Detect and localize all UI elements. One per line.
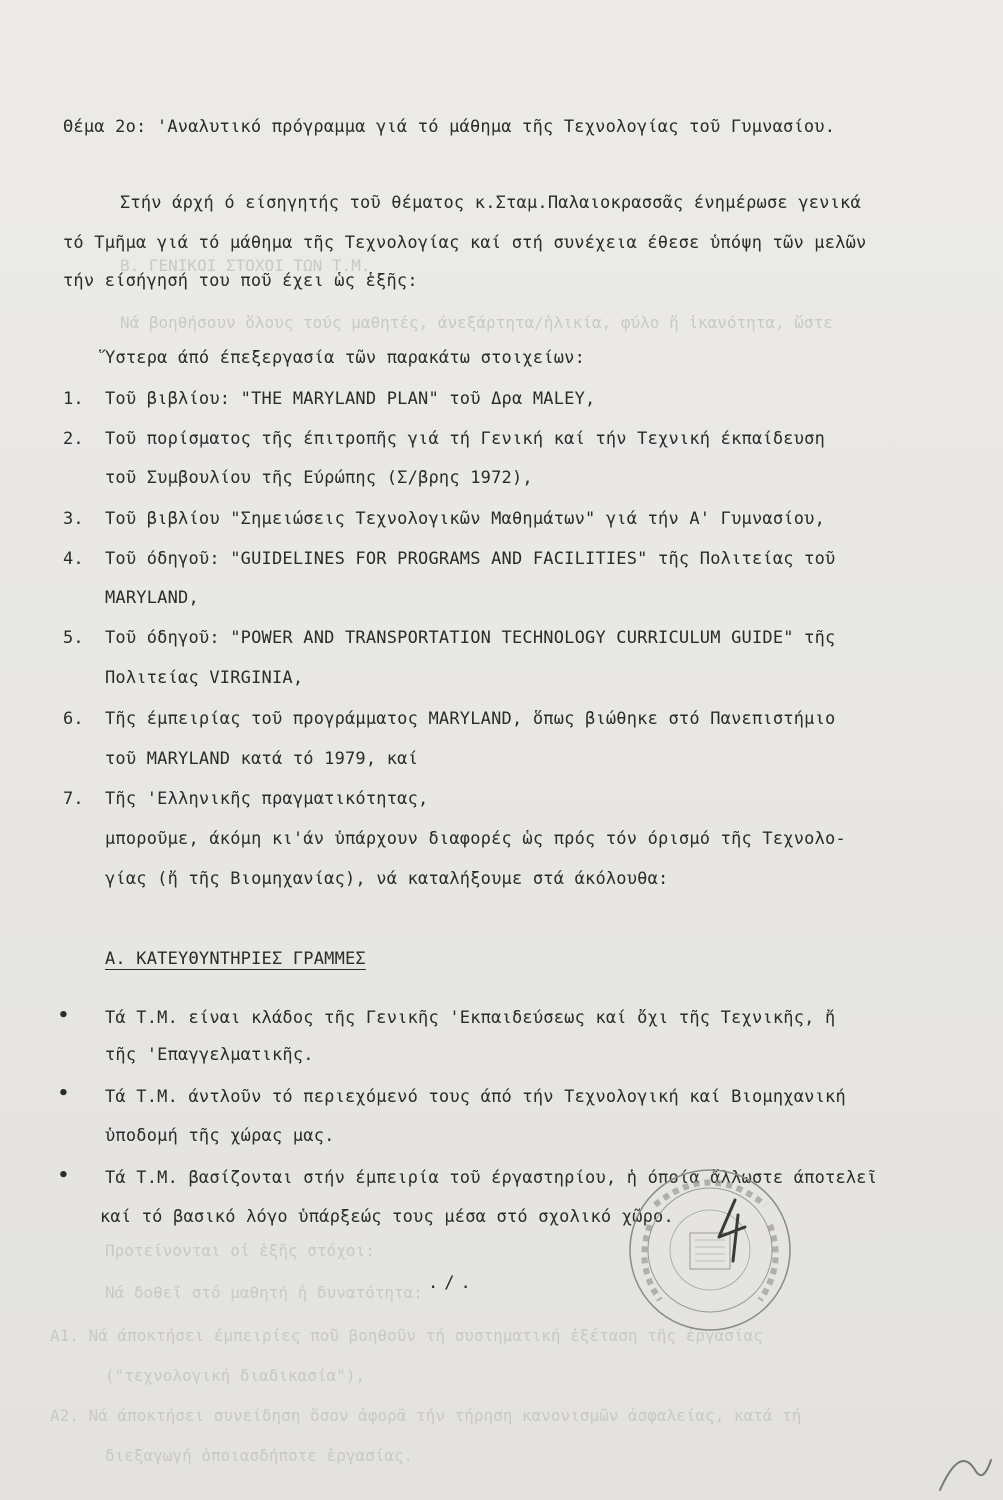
bleed-through-line: διεξαγωγή ὁποιασδήποτε ἐργασίας. bbox=[105, 1446, 414, 1465]
list-item-text: Πολιτείας VIRGINIA, bbox=[105, 668, 304, 688]
intro-line: τήν είσήγησή του ποῦ έχει ὡς ἑξῆς: bbox=[63, 271, 418, 291]
bullet-text: Τά Τ.Μ. άντλοῦν τό περιεχόμενό τους άπό τήν Τεχνολογική καί Βιομηχανική bbox=[105, 1087, 846, 1107]
signature-icon bbox=[705, 1195, 765, 1265]
bleed-through-line: Προτείνονται οἱ ἑξῆς στόχοι: bbox=[105, 1241, 375, 1260]
list-item-text: Τοῦ όδηγοῦ: "POWER AND TRANSPORTATION TECHNOLOGY CURRICULUM GUIDE" τῆς bbox=[105, 628, 836, 648]
list-item-number: 7. bbox=[63, 789, 84, 809]
intro-line: Στήν άρχή ό είσηγητής τοῦ θέματος κ.Σταμ.Παλαιοκρασσᾶς ένημέρωσε γενικά bbox=[120, 193, 861, 213]
document-heading: Θέμα 2ο: 'Αναλυτικό πρόγραμμα γιά τό μάθημα τῆς Τεχνολογίας τοῦ Γυμνασίου. bbox=[63, 117, 836, 137]
sources-lead: Ὕστερα άπό έπεξεργασία τῶν παρακάτω στοιχείων: bbox=[105, 348, 586, 368]
bullet-text: ὑποδομή τῆς χώρας μας. bbox=[105, 1126, 335, 1146]
list-item-text: γίας (ἤ τῆς Βιομηχανίας), νά καταλήξουμε στά άκόλουθα: bbox=[105, 869, 669, 889]
bleed-through-line: Α2. Νά άποκτήσει συνείδηση ὅσον ἀφορᾶ τήν τήρηση κανονισμῶν ἀσφαλείας, κατά τή bbox=[50, 1406, 802, 1425]
bleed-through-line: ("τεχνολογική διαδικασία"), bbox=[105, 1366, 366, 1385]
page-continuation-marker: ./. bbox=[428, 1273, 477, 1293]
section-a-heading: Α. ΚΑΤΕΥΘΥΝΤΗΡΙΕΣ ΓΡΑΜΜΕΣ bbox=[105, 949, 366, 969]
list-item-text: τοῦ MARYLAND κατά τό 1979, καί bbox=[105, 749, 419, 769]
bleed-through-line: Νά βοηθήσουν ὅλους τούς μαθητές, άνεξάρτητα/ἡλικία, φύλο ἤ ἱκανότητα, ὥστε bbox=[120, 313, 833, 332]
list-item-number: 5. bbox=[63, 628, 84, 648]
bullet-text: τῆς 'Επαγγελματικῆς. bbox=[105, 1045, 314, 1065]
list-item-text: Τοῦ βιβλίου "Σημειώσεις Τεχνολογικῶν Μαθημάτων" γιά τήν Α' Γυμνασίου, bbox=[105, 509, 826, 529]
list-item-number: 6. bbox=[63, 709, 84, 729]
bullet-text: Τά Τ.Μ. βασίζονται στήν έμπειρία τοῦ έργαστηρίου, ἡ όποία ἄλλωστε άποτελεῖ bbox=[105, 1168, 878, 1188]
bleed-through-line: Β. ΓΕΝΙΚΟΙ ΣΤΟΧΟΙ ΤΩΝ Τ.Μ. bbox=[120, 256, 371, 275]
list-item-number: 3. bbox=[63, 509, 84, 529]
bullet-marker: • bbox=[58, 1083, 69, 1104]
list-item-text: Τοῦ πορίσματος τῆς έπιτροπῆς γιά τή Γενική καί τήν Τεχνική έκπαίδευση bbox=[105, 429, 826, 449]
list-item-number: 1. bbox=[63, 389, 84, 409]
bullet-marker: • bbox=[58, 1165, 69, 1186]
list-item-text: Τοῦ βιβλίου: "THE MARYLAND PLAN" τοῦ Δρα MALEY, bbox=[105, 389, 596, 409]
bleed-through-line: Νά δοθεῖ στό μαθητή ἡ δυνατότητα: bbox=[105, 1283, 423, 1302]
list-item-text: τοῦ Συμβουλίου τῆς Εύρώπης (Σ/βρης 1972), bbox=[105, 468, 533, 488]
bullet-marker: • bbox=[58, 1005, 69, 1026]
list-item-text: MARYLAND, bbox=[105, 588, 199, 608]
bullet-text: Τά Τ.Μ. είναι κλάδος τῆς Γενικῆς 'Εκπαιδεύσεως καί ὄχι τῆς Τεχνικῆς, ἤ bbox=[105, 1008, 836, 1028]
list-item-number: 4. bbox=[63, 549, 84, 569]
list-item-number: 2. bbox=[63, 429, 84, 449]
list-item-text: Τοῦ όδηγοῦ: "GUIDELINES FOR PROGRAMS AND FACILITIES" τῆς Πολιτείας τοῦ bbox=[105, 549, 836, 569]
list-item-text: μποροῦμε, άκόμη κι'άν ὑπάρχουν διαφορές ὡς πρός τόν όρισμό τῆς Τεχνολο- bbox=[105, 829, 846, 849]
bleed-through-line: Α1. Νά άποκτήσει έμπειρίες ποῦ βοηθοῦν τή συστηματική ἐξέταση τῆς ἐργασίας bbox=[50, 1326, 763, 1345]
intro-line: τό Τμῆμα γιά τό μάθημα τῆς Τεχνολογίας καί στή συνέχεια έθεσε ὑπόψη τῶν μελῶν bbox=[63, 233, 867, 253]
bullet-text: καί τό βασικό λόγο ὑπάρξεώς τους μέσα στό σχολικό χῶρο. bbox=[100, 1207, 674, 1227]
list-item-text: Τῆς έμπειρίας τοῦ προγράμματος MARYLAND, ὅπως βιώθηκε στό Πανεπιστήμιο bbox=[105, 709, 836, 729]
list-item-text: Τῆς 'Ελληνικῆς πραγματικότητας, bbox=[105, 789, 429, 809]
handwritten-mark-icon bbox=[935, 1440, 995, 1495]
